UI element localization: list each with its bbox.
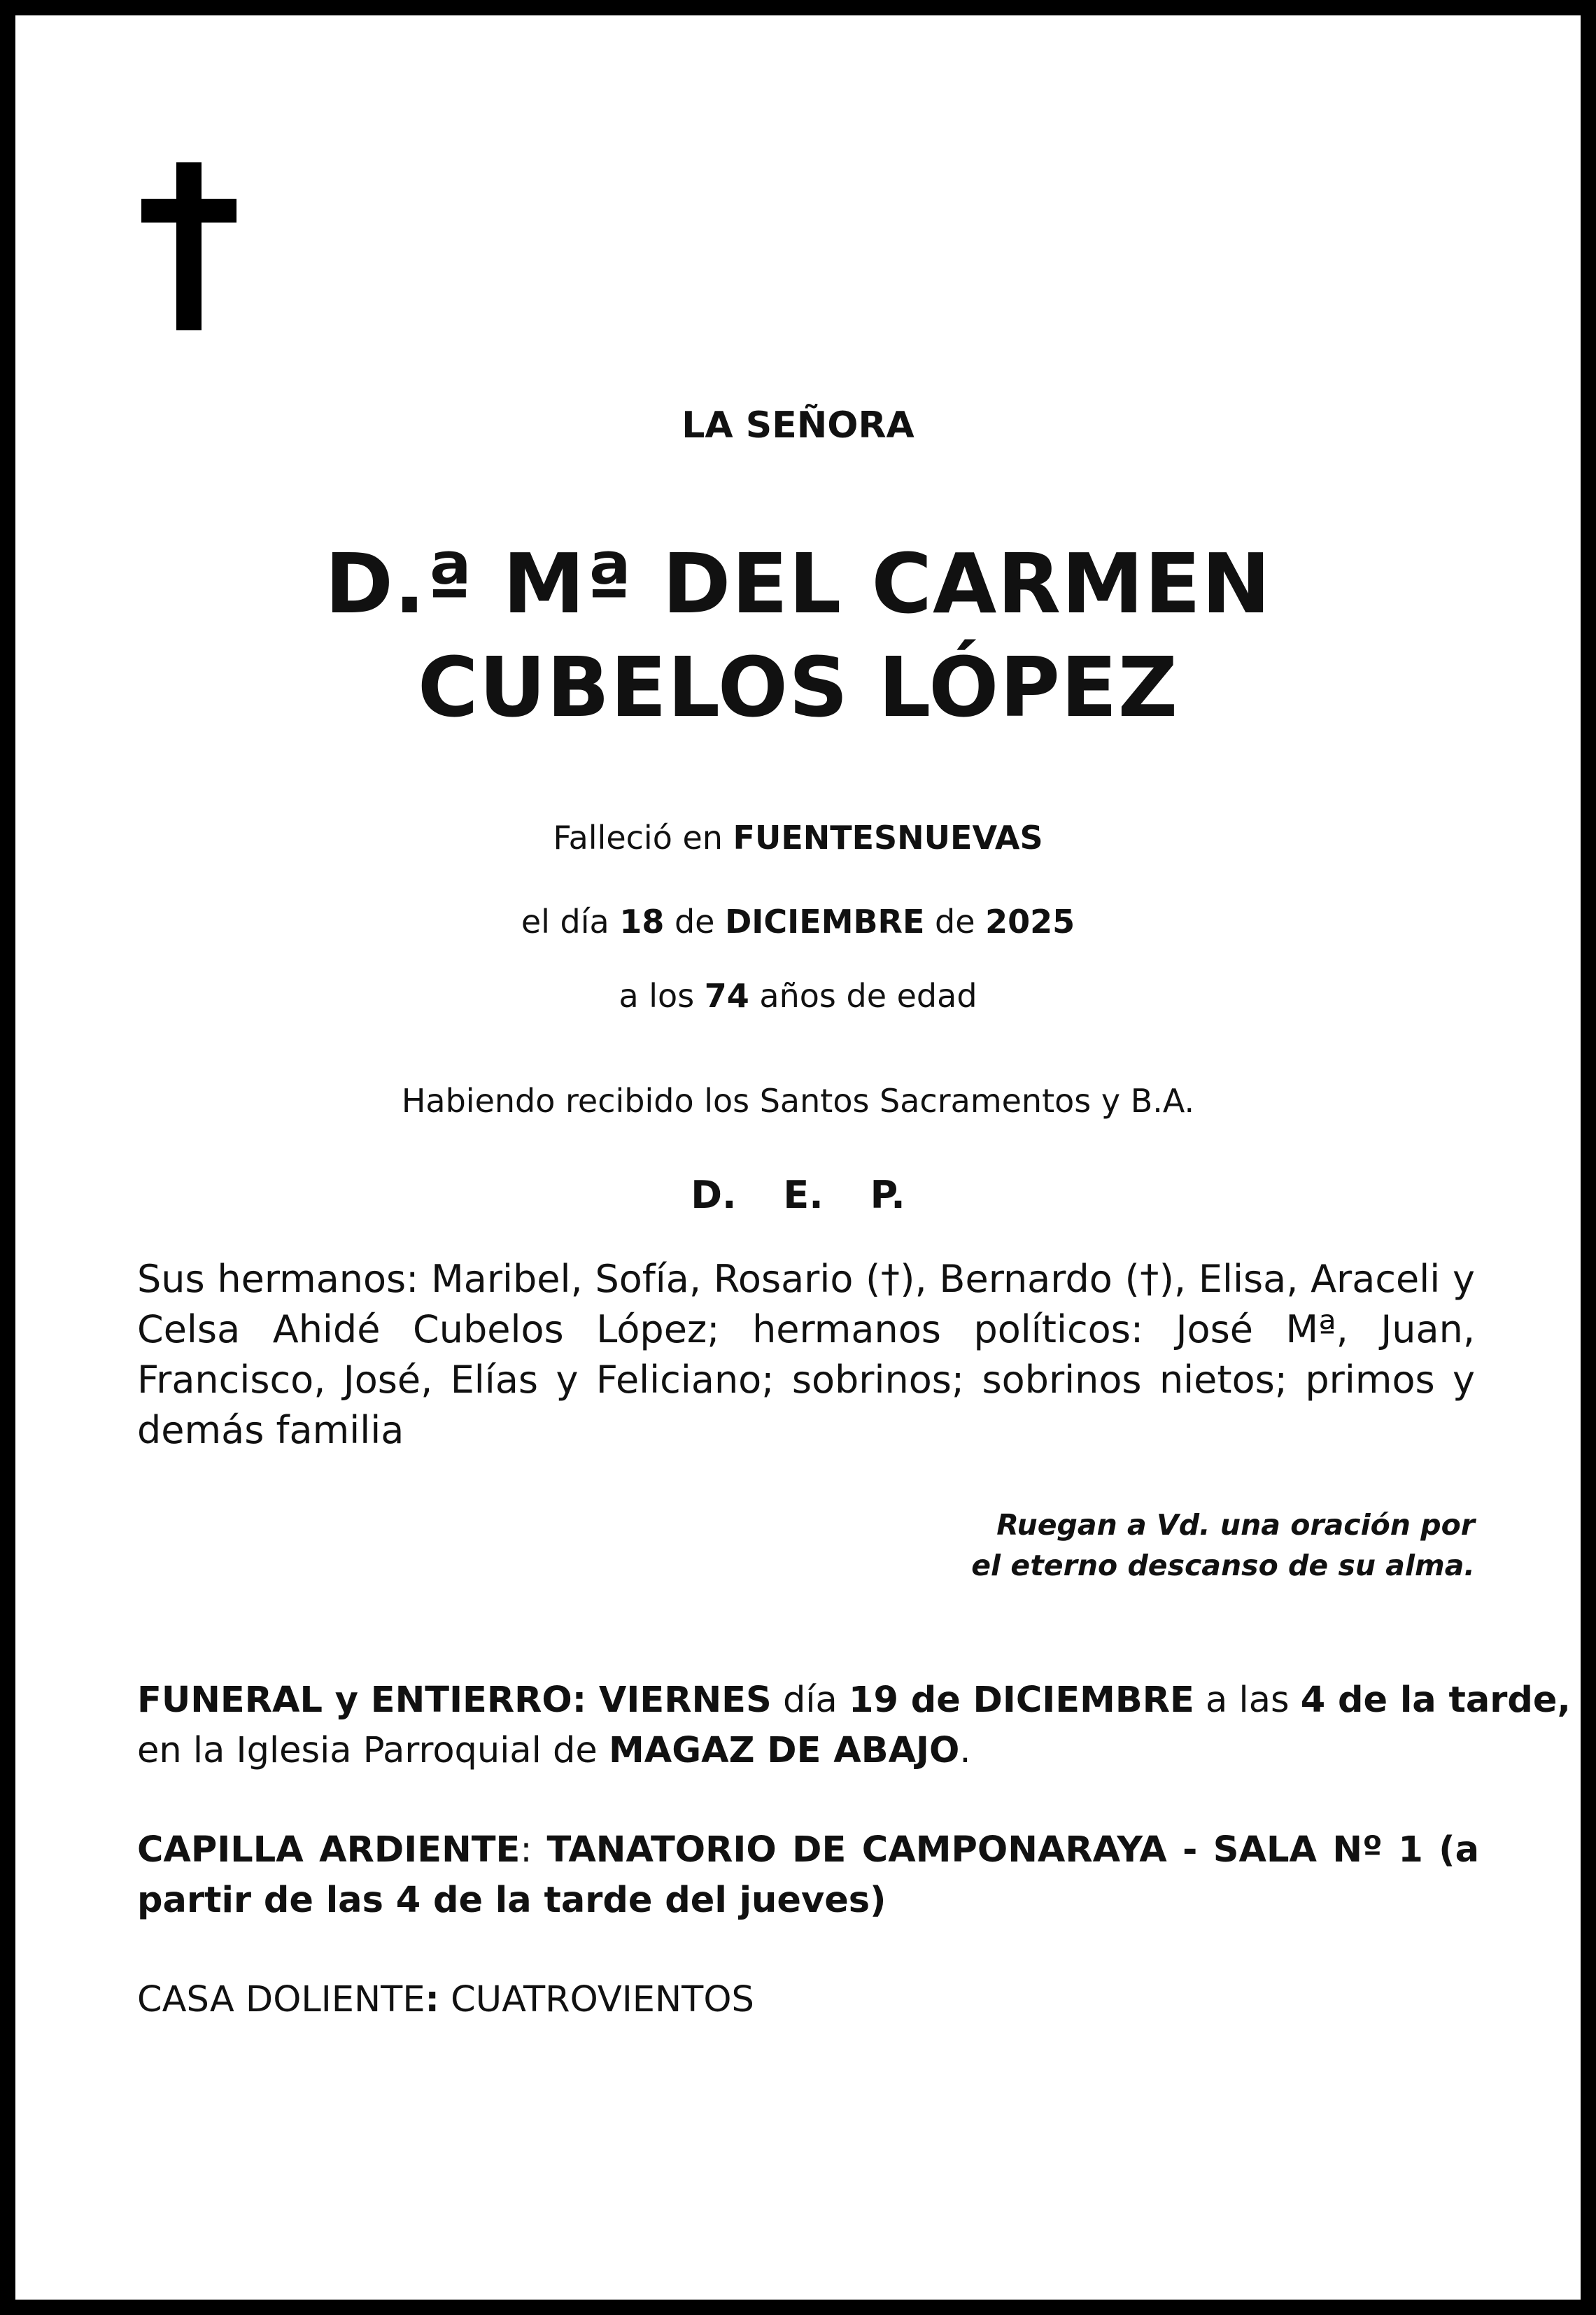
capilla-sep: : [520,1829,547,1871]
funeral-text-2: a las [1194,1680,1301,1721]
funeral-info [137,1675,1571,1776]
date-de-2: de [924,903,986,941]
prayer-line-1: Ruegan a Vd. una oración por [996,1508,1475,1542]
deceased-name [0,532,1596,739]
funeral-time: 4 de la tarde, [1300,1680,1571,1721]
age-years: 74 [704,977,749,1015]
capilla-info [137,1825,1479,1926]
funeral-label: FUNERAL y ENTIERRO: VIERNES [137,1680,772,1721]
date-prefix: el día [521,903,620,941]
prayer-line-2: el eterno descanso de su alma. [971,1549,1475,1582]
funeral-date: 19 de DICIEMBRE [848,1680,1194,1721]
death-date [0,903,1596,941]
intro-title: LA SEÑORA [682,404,914,446]
age-prefix: a los [619,977,705,1015]
casa-value: CUATROVIENTOS [439,1979,754,2020]
casa-sep: : [425,1979,439,2020]
funeral-text-3: en la Iglesia Parroquial de [137,1730,609,1771]
date-de-1: de [664,903,726,941]
funeral-end: . [959,1730,971,1771]
date-day: 18 [619,903,665,941]
dep-line: D. E. P. [691,1173,905,1217]
funeral-place: MAGAZ DE ABAJO [609,1730,960,1771]
date-month: DICIEMBRE [725,903,925,941]
cross-icon [141,162,236,330]
death-place-name: FUENTESNUEVAS [733,819,1043,857]
funeral-text-1: día [771,1680,849,1721]
sacraments-line: Habiendo recibido los Santos Sacramentos y B.A. [401,1082,1195,1120]
casa-label: CASA DOLIENTE [137,1979,425,2020]
date-year: 2025 [985,903,1075,941]
age-suffix: años de edad [749,977,977,1015]
death-prefix: Falleció en [553,819,733,857]
prayer-request [971,1505,1475,1586]
age-line [0,977,1596,1015]
deceased-name-line1: D.ª Mª DEL CARMEN [325,535,1271,632]
casa-info [137,1975,1479,2025]
capilla-text: TANATORIO DE CAMPONARAYA - SALA Nº 1 (a partir de las 4 de la tarde del jueves) [137,1829,1479,1921]
family-paragraph: Sus hermanos: Maribel, Sofía, Rosario (†), Bernardo (†), Elisa, Araceli y Celsa Ahidé Cubelos López; hermanos políticos: José Mª, Juan, Francisco, José, Elías y Feliciano; sobrinos; sobrinos nietos; primos y demás familia [137,1257,1475,1452]
capilla-label: CAPILLA ARDIENTE [137,1829,521,1871]
death-place [0,819,1596,857]
deceased-name-line2: CUBELOS LÓPEZ [417,639,1179,736]
